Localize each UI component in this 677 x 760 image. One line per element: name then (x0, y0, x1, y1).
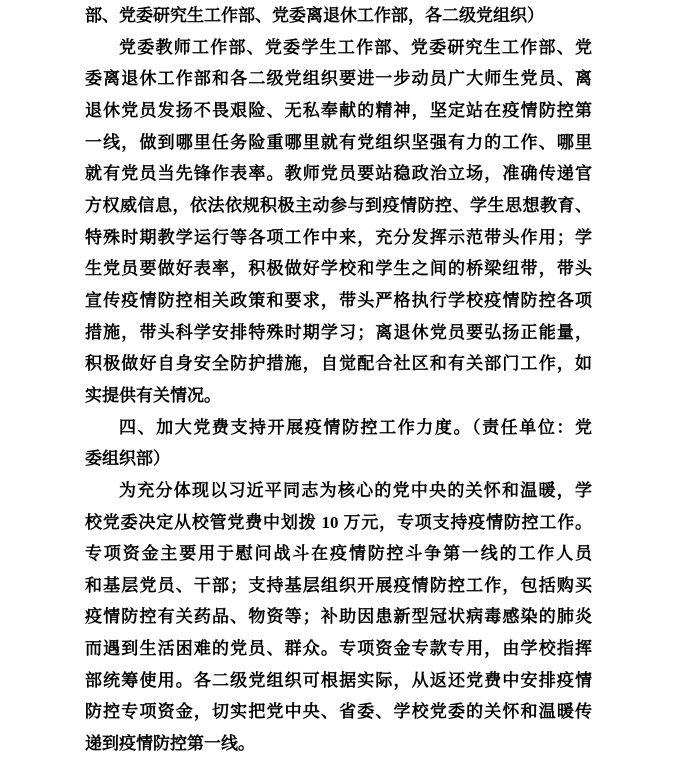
text-line: 防控专项资金，切实把党中央、省委、学校党委的关怀和温暖传 (85, 702, 592, 722)
text-line: 递到疫情防控第一线。 (85, 734, 255, 754)
text-line: 就有党员当先锋作表率。教师党员要站稳政治立场，准确传递官 (85, 164, 592, 184)
text-line: 委离退休工作部和各二级党组织要进一步动员广大师生党员、离 (85, 69, 592, 89)
document-body (85, 0, 592, 760)
text-line: 疫情防控有关药品、物资等；补助因患新型冠状病毒感染的肺炎 (85, 607, 592, 627)
text-line: 部、党委研究生工作部、党委离退休工作部，各二级党组织） (85, 6, 544, 25)
text-line: 方权威信息，依法依规积极主动参与到疫情防控、学生思想教育、 (85, 195, 592, 215)
text-line: 部统筹使用。各二级党组织可根据实际，从返还党费中安排疫情 (85, 670, 592, 690)
text-line: 而遇到生活困难的党员、群众。专项资金专款专用，由学校指挥 (85, 639, 592, 659)
text-line: 和基层党员、干部；支持基层组织开展疫情防控工作，包括购买 (85, 575, 592, 595)
text-line: 生党员要做好表率，积极做好学校和学生之间的桥梁纽带，带头 (85, 259, 592, 279)
text-line: 退休党员发扬不畏艰险、无私奉献的精神，坚定站在疫情防控第 (85, 100, 592, 120)
text-line: 为充分体现以习近平同志为核心的党中央的关怀和温暖，学 (119, 480, 592, 500)
text-line: 宣传疫情防控相关政策和要求，带头严格执行学校疫情防控各项 (85, 290, 592, 310)
text-line: 特殊时期教学运行等各项工作中来，充分发挥示范带头作用；学 (85, 227, 592, 247)
text-line: 四、加大党费支持开展疫情防控工作力度。（责任单位：党 (119, 417, 592, 437)
text-line: 积极做好自身安全防护措施，自觉配合社区和有关部门工作，如 (85, 354, 592, 374)
text-line: 委组织部） (85, 449, 170, 469)
text-line: 一线，做到哪里任务险重哪里就有党组织坚强有力的工作、哪里 (85, 132, 592, 152)
text-line: 措施，带头科学安排特殊时期学习；离退休党员要弘扬正能量， (85, 322, 592, 342)
text-line: 党委教师工作部、党委学生工作部、党委研究生工作部、党 (119, 37, 592, 57)
text-line: 校党委决定从校管党费中划拨 10 万元，专项支持疫情防控工作。 (85, 512, 592, 532)
text-line: 实提供有关情况。 (85, 385, 221, 405)
text-line: 专项资金主要用于慰问战斗在疫情防控斗争第一线的工作人员 (85, 544, 592, 564)
